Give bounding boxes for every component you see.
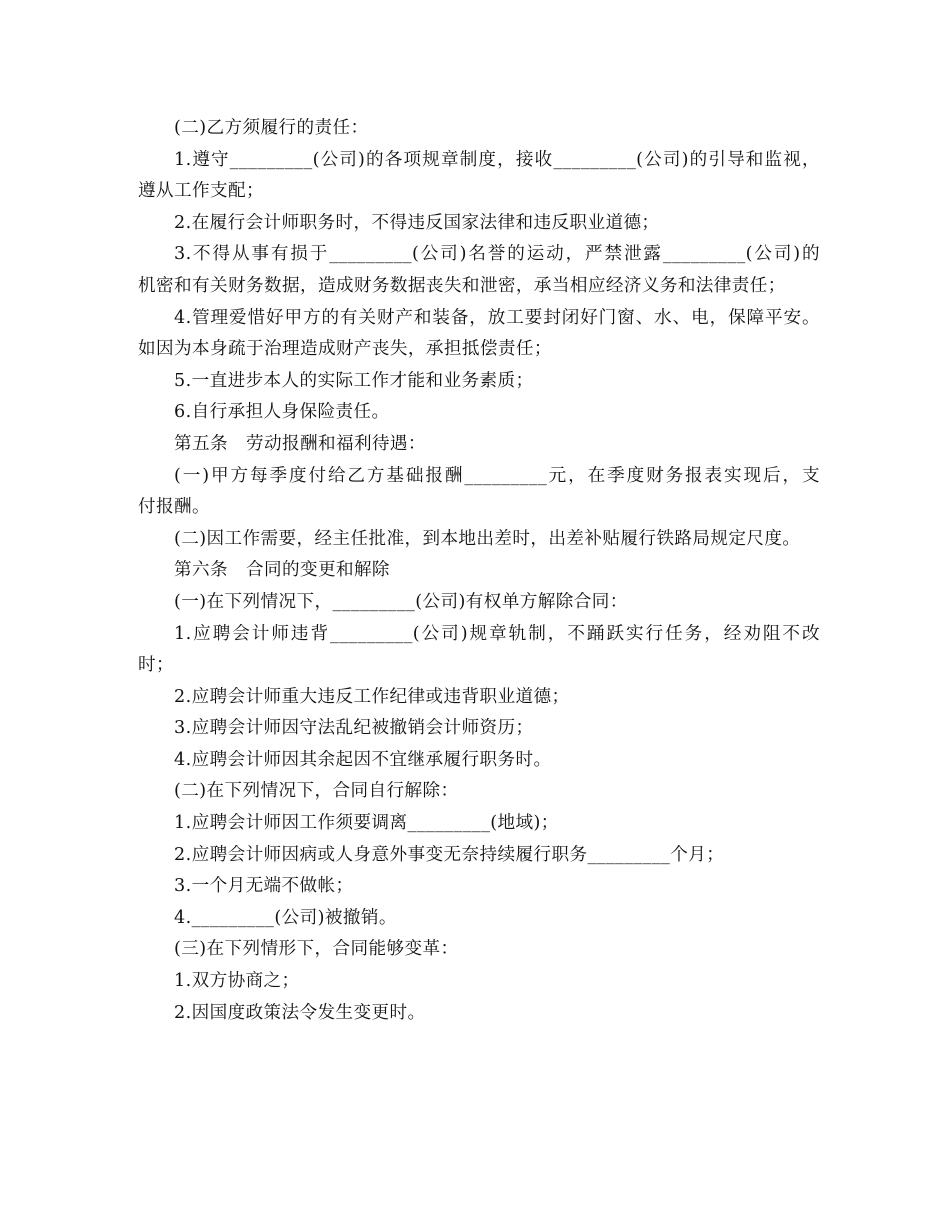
- paragraph-line: 2.因国度政策法令发生变更时。: [174, 1002, 426, 1023]
- paragraph-line: (二)因工作需要，经主任批准，到本地出差时，出差补贴履行铁路局规定尺度。: [174, 528, 801, 549]
- paragraph-line: 6.自行承担人身保险责任。: [174, 402, 390, 423]
- paragraph-line: 2.应聘会计师重大违反工作纪律或违背职业道德；: [174, 686, 570, 707]
- document-page: [138, 113, 820, 1029]
- paragraph-line: 4._________(公司)被撤销。: [174, 907, 397, 928]
- section-heading: (三)在下列情形下，合同能够变革：: [174, 939, 459, 960]
- paragraph-line: (一)甲方每季度付给乙方基础报酬_________元，在季度财务报表实现后，支: [174, 465, 820, 486]
- paragraph-line: 付报酬。: [138, 497, 210, 518]
- section-heading: (一)在下列情况下，_________(公司)有权单方解除合同：: [174, 591, 628, 612]
- article-heading: 第五条 劳动报酬和福利待遇：: [174, 433, 426, 454]
- section-heading: (二)乙方须履行的责任：: [174, 118, 369, 138]
- paragraph-line: 1.双方协商之；: [174, 971, 300, 992]
- paragraph-line: 遵从工作支配；: [138, 181, 264, 202]
- paragraph-line: 3.应聘会计师因守法乱纪被撤销会计师资历；: [174, 718, 534, 739]
- paragraph-line: 4.管理爱惜好甲方的有关财产和装备，放工要封闭好门窗、水、电，保障平安。: [174, 307, 820, 328]
- paragraph-line: 3.一个月无端不做帐；: [174, 876, 354, 897]
- paragraph-line: 1.遵守_________(公司)的各项规章制度，接收_________(公司)的引导和监视，: [174, 149, 820, 170]
- paragraph-line: 1.应聘会计师因工作须要调离_________(地域)；: [174, 813, 559, 834]
- paragraph-line: 1.应聘会计师违背_________(公司)规章轨制，不踊跃实行任务，经劝阻不改: [174, 623, 820, 644]
- paragraph-line: 5.一直进步本人的实际工作才能和业务素质；: [174, 370, 534, 391]
- paragraph-line: 2.在履行会计师职务时，不得违反国家法律和违反职业道德；: [174, 212, 660, 233]
- paragraph-line: 2.应聘会计师因病或人身意外事变无奈持续履行职务_________个月；: [174, 844, 725, 865]
- paragraph-line: 3.不得从事有损于_________(公司)名誉的运动，严禁泄露_________(公司)的: [174, 244, 820, 265]
- section-heading: (二)在下列情况下，合同自行解除：: [174, 781, 459, 802]
- article-heading: 第六条 合同的变更和解除: [174, 560, 390, 581]
- paragraph-line: 机密和有关财务数据，造成财务数据丧失和泄密，承当相应经济义务和法律责任；: [138, 275, 786, 296]
- paragraph-line: 4.应聘会计师因其余起因不宜继承履行职务时。: [174, 749, 552, 770]
- paragraph-line: 如因为本身疏于治理造成财产丧失，承担抵偿责任；: [138, 339, 552, 360]
- paragraph-line: 时；: [138, 655, 174, 676]
